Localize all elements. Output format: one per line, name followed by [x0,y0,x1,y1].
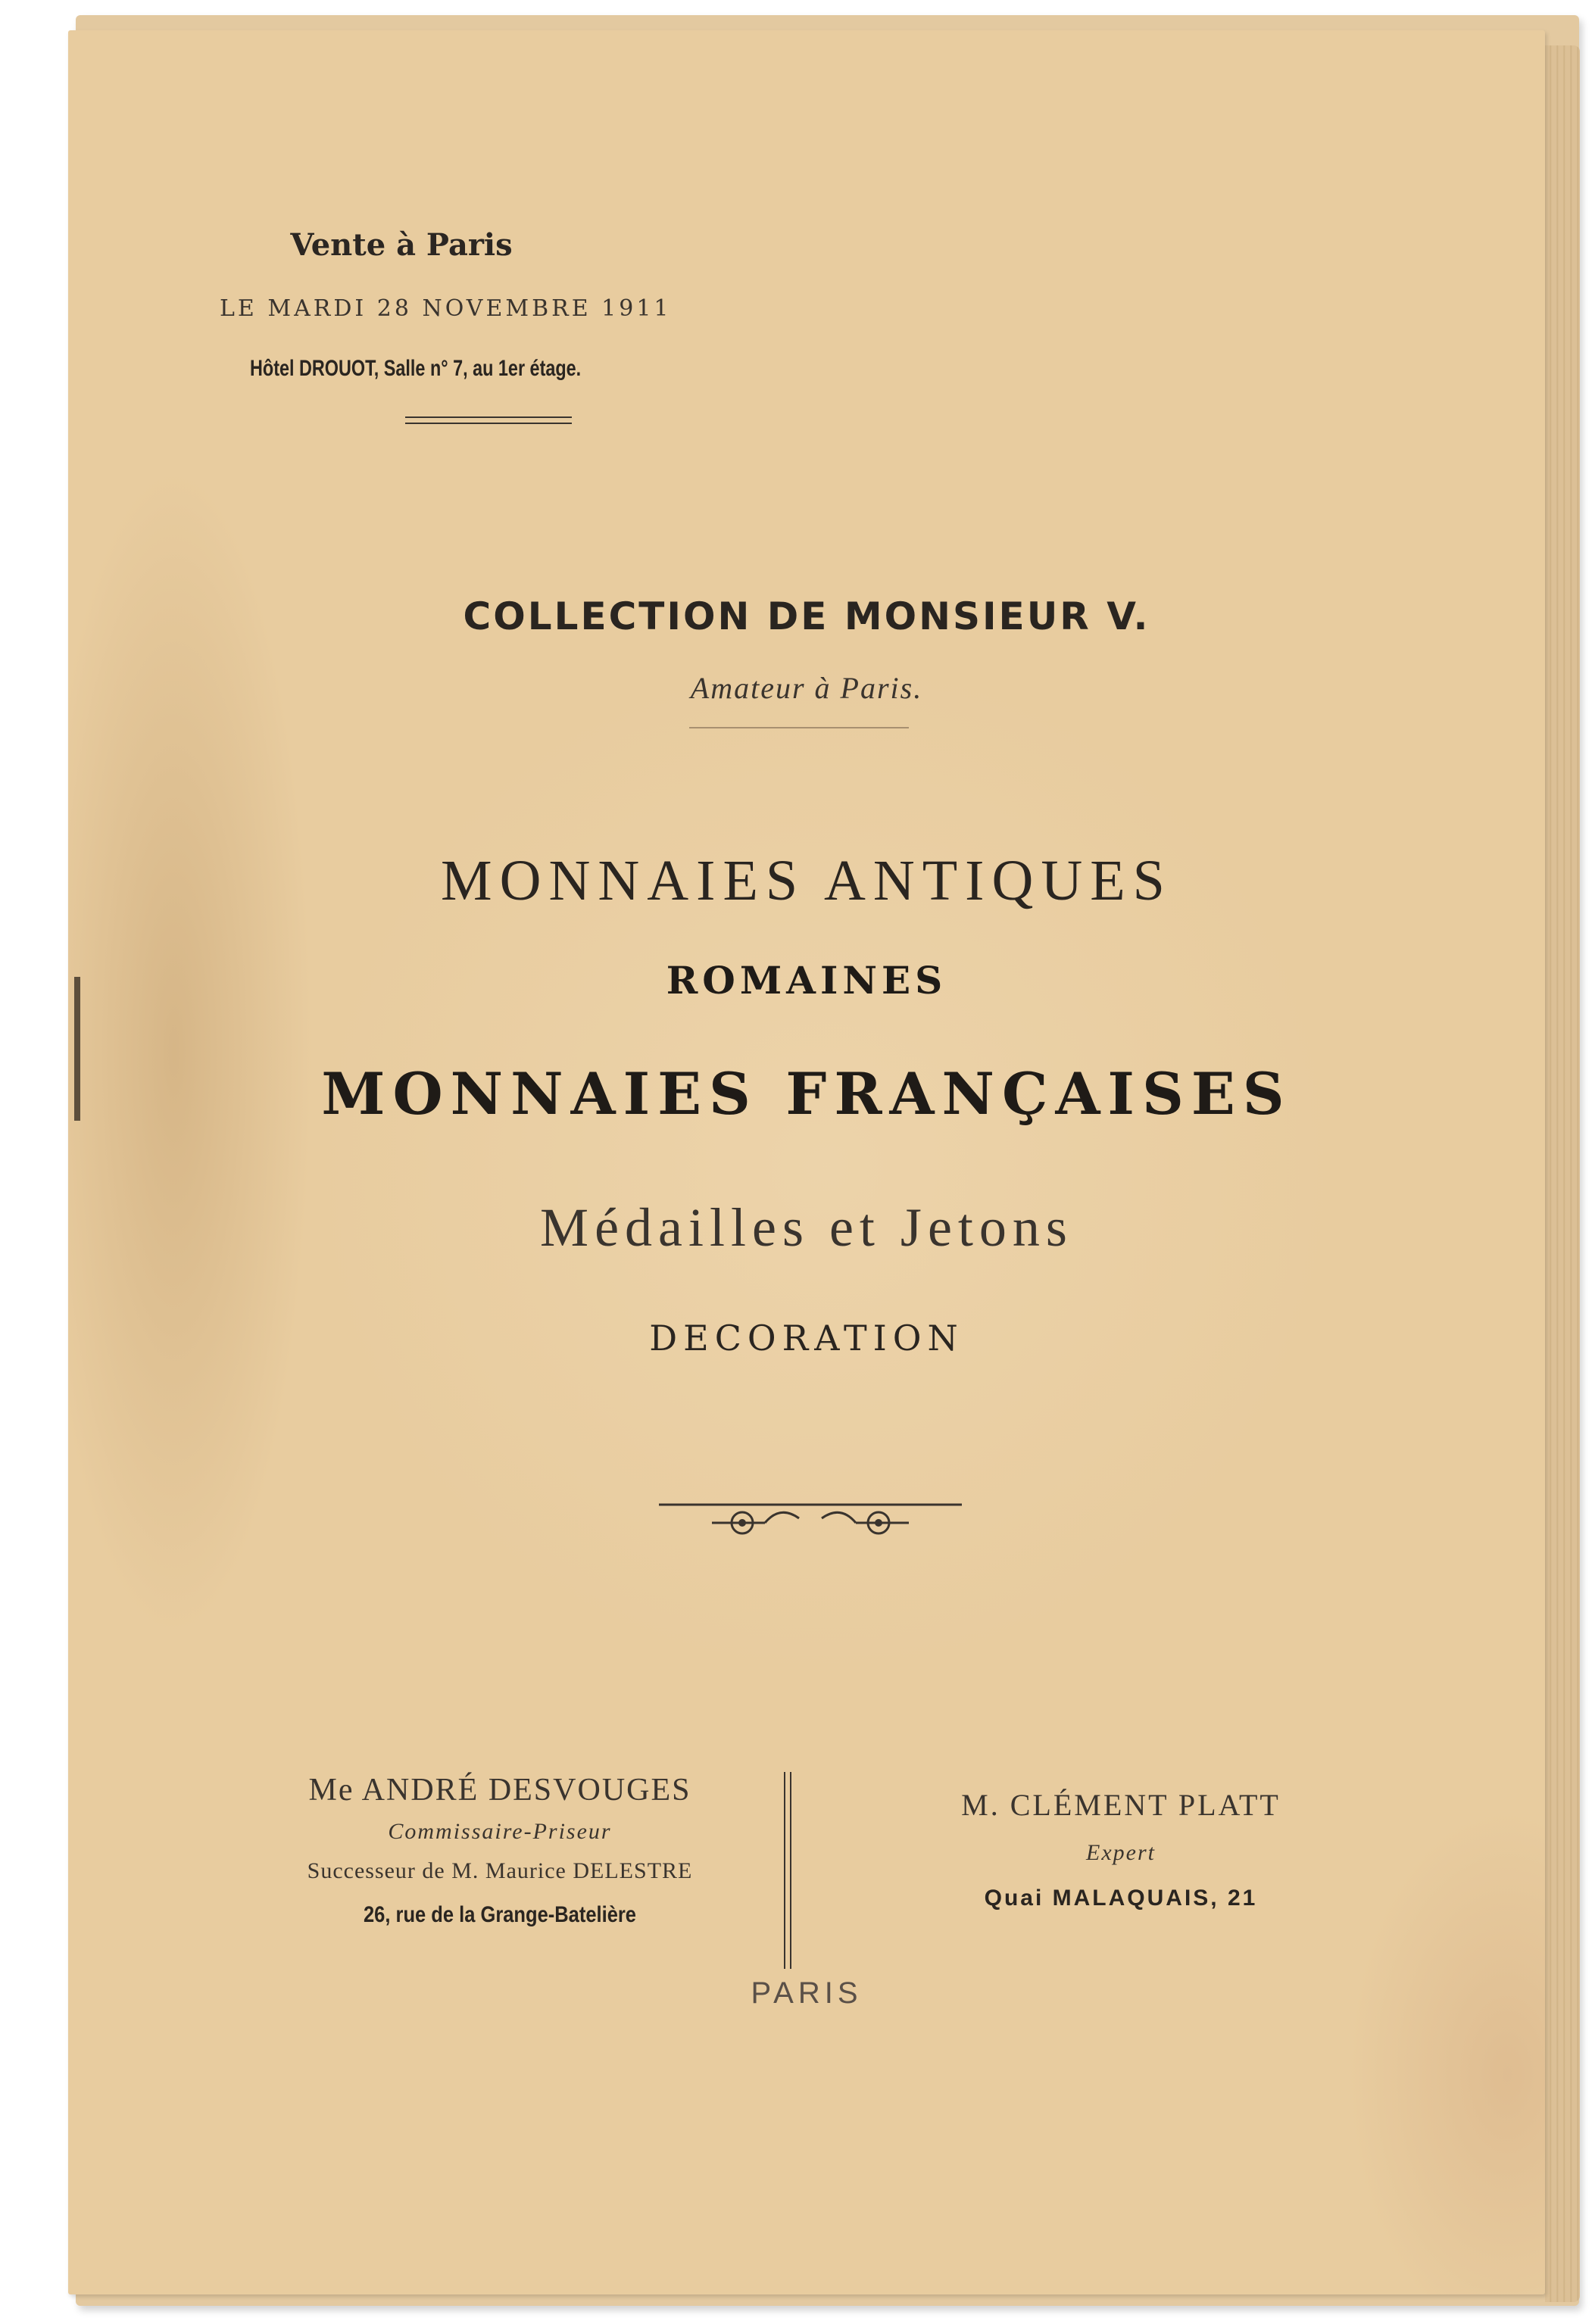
ornament-scroll-icon [651,1496,969,1541]
sale-date: LE MARDI 28 NOVEMBRE 1911 [220,295,672,322]
expert-address: Quai MALAQUAIS, 21 [984,1886,1258,1911]
heading-romaines: ROMAINES [666,958,947,1003]
heading-decoration: DECORATION [649,1318,964,1359]
collection-subtitle: Amateur à Paris. [690,671,923,705]
heading-antiques: MONNAIES ANTIQUES [441,849,1172,912]
page-edges [1545,45,1580,2302]
sale-title: Vente à Paris [290,227,513,263]
auctioneer-title: Commissaire-Priseur [388,1819,612,1844]
collection-title: COLLECTION DE MONSIEUR V. [463,594,1150,638]
auctioneer-successor: Successeur de M. Maurice DELESTRE [307,1858,693,1883]
thin-rule [689,727,909,728]
auctioneer-block [220,1772,780,1928]
sale-venue: Hôtel DROUOT, Salle n° 7, au 1er étage. [250,356,582,381]
expert-block [856,1787,1386,1911]
city: PARIS [751,1976,863,2010]
double-rule [405,416,572,424]
expert-title: Expert [1086,1840,1156,1865]
heading-francaises: MONNAIES FRANÇAISES [321,1060,1292,1128]
vertical-divider [784,1772,791,1969]
auctioneer-name: Me ANDRÉ DESVOUGES [308,1773,691,1808]
auctioneer-address: 26, rue de la Grange-Batelière [363,1902,636,1927]
expert-name: M. CLÉMENT PLATT [961,1788,1281,1822]
catalogue-cover [68,30,1545,2294]
heading-medailles: Médailles et Jetons [540,1197,1073,1258]
